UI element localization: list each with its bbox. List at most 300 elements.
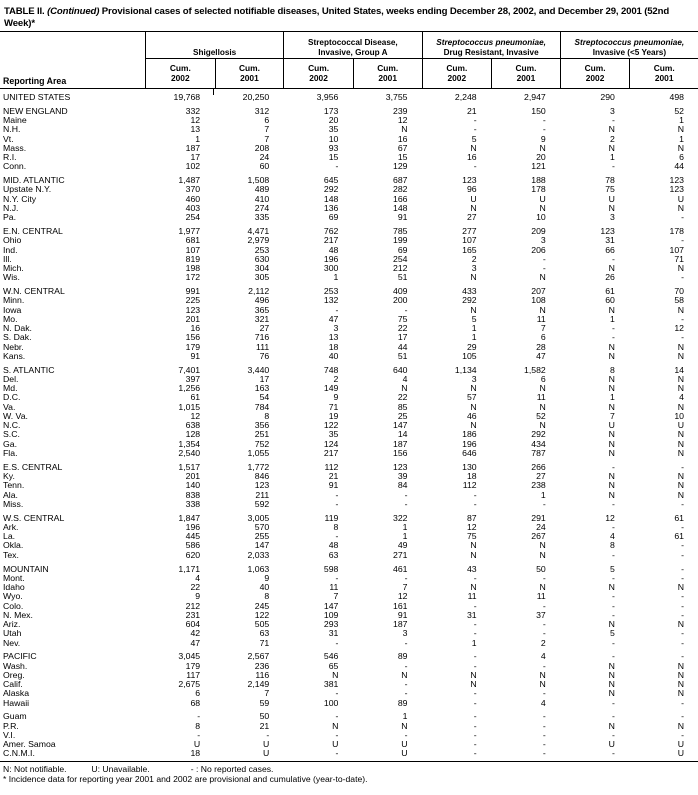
value-cell: 87 — [466, 512, 477, 523]
value-cell: 67 — [397, 142, 408, 153]
value-cell: 2,947 — [524, 92, 546, 102]
value-cell: 107 — [185, 244, 201, 255]
value-cell: 291 — [531, 512, 546, 523]
value-cell: 752 — [254, 438, 270, 449]
reporting-area-cell: Fla. — [3, 447, 18, 458]
value-cell: - — [681, 498, 684, 509]
value-cell: 147 — [323, 600, 339, 611]
value-cell: 63 — [328, 549, 339, 560]
value-cell: - — [611, 748, 615, 759]
value-cell: 61 — [605, 286, 615, 297]
value-cell: 409 — [393, 286, 408, 297]
value-cell: 178 — [531, 184, 546, 195]
value-cell: - — [611, 549, 615, 560]
value-cell: 460 — [185, 193, 201, 204]
table-row — [0, 287, 698, 296]
value-cell: U — [608, 739, 615, 750]
value-cell: 253 — [254, 244, 270, 255]
value-cell: 838 — [185, 489, 201, 500]
value-cell: 11 — [536, 392, 546, 403]
value-cell: - — [473, 489, 477, 500]
reporting-area-cell: MOUNTAIN — [3, 563, 49, 574]
table-row — [0, 680, 698, 689]
value-cell: 188 — [531, 175, 546, 186]
table-row — [0, 440, 698, 449]
table-section — [0, 366, 698, 459]
value-cell: N — [539, 540, 546, 551]
table-row — [0, 689, 698, 698]
value-cell: 52 — [674, 105, 684, 116]
footnote-incidence-note: * Incidence data for reporting year 2001 and 2002 are provisional and cumulative (year-to-date). — [3, 774, 368, 785]
value-cell: - — [542, 729, 546, 740]
table-row — [0, 306, 698, 315]
value-cell: 312 — [254, 105, 270, 116]
value-cell: 71 — [674, 253, 684, 264]
value-cell: N — [677, 447, 684, 458]
value-cell: N — [539, 549, 546, 560]
value-cell: 787 — [531, 447, 546, 458]
value-cell: 505 — [254, 619, 270, 629]
value-cell: 8 — [333, 521, 339, 532]
value-cell: N — [608, 304, 615, 315]
value-cell: N — [470, 420, 477, 431]
reporting-area-cell: D.C. — [3, 392, 21, 403]
value-cell: 85 — [397, 401, 408, 412]
value-cell: - — [266, 729, 270, 740]
value-cell: - — [473, 711, 477, 722]
value-cell: 3 — [610, 105, 615, 116]
value-cell: 75 — [605, 184, 615, 195]
value-cell: 498 — [669, 92, 684, 102]
value-cell: N — [608, 401, 615, 412]
value-cell: U — [401, 739, 408, 750]
value-cell: 2,979 — [247, 235, 270, 246]
value-cell: 21 — [328, 471, 339, 482]
value-cell: N — [677, 373, 684, 384]
value-cell: - — [404, 637, 408, 648]
value-cell: N — [608, 438, 615, 449]
subcolumn-header-2001: Cum. 2001 — [215, 59, 284, 88]
value-cell: 12 — [190, 115, 201, 126]
value-cell: N — [470, 549, 477, 560]
value-cell: 282 — [393, 184, 408, 195]
value-cell: 18 — [328, 341, 339, 352]
value-cell: 161 — [393, 600, 408, 611]
table-row — [0, 611, 698, 620]
value-cell: 4 — [610, 531, 615, 542]
value-cell: 254 — [185, 212, 201, 223]
value-cell: - — [542, 572, 546, 583]
table-section — [0, 287, 698, 361]
value-cell: 7 — [540, 323, 546, 334]
table-section — [0, 227, 698, 283]
reporting-area-cell: Vt. — [3, 133, 14, 144]
value-cell: 43 — [466, 563, 477, 574]
table-row — [0, 532, 698, 541]
value-cell: 42 — [190, 628, 201, 639]
value-cell: N — [539, 679, 546, 690]
value-cell: 105 — [462, 350, 477, 361]
value-cell: 4 — [679, 392, 684, 403]
table-section — [0, 565, 698, 648]
value-cell: 461 — [393, 563, 408, 574]
value-cell: 1,055 — [247, 447, 270, 458]
value-cell: 50 — [259, 711, 270, 722]
table-row — [0, 671, 698, 680]
table-title — [4, 6, 694, 29]
reporting-area-cell: Ill. — [3, 253, 12, 264]
value-cell: - — [611, 637, 615, 648]
value-cell: 179 — [185, 660, 201, 671]
reporting-area-cell: PACIFIC — [3, 651, 37, 662]
value-cell: 39 — [397, 471, 408, 482]
reporting-area-cell: Nebr. — [3, 341, 24, 352]
reporting-area-cell: Ariz. — [3, 619, 21, 629]
value-cell: 116 — [255, 669, 270, 680]
value-cell: 598 — [323, 563, 339, 574]
table-row — [0, 421, 698, 430]
reporting-area-cell: W. Va. — [3, 410, 28, 421]
column-group-label: Streptococcus pneumoniae, Drug Resistant, Invasive — [423, 32, 560, 59]
value-cell: - — [473, 748, 477, 759]
table-row — [0, 412, 698, 421]
value-cell: 27 — [466, 212, 477, 223]
value-cell: 356 — [254, 420, 270, 431]
value-cell: 687 — [393, 175, 408, 186]
value-cell: 51 — [397, 350, 408, 361]
value-cell: - — [542, 619, 546, 629]
reporting-area-cell: Del. — [3, 373, 19, 384]
table-section — [0, 463, 698, 509]
value-cell: - — [542, 253, 546, 264]
value-cell: N — [470, 582, 477, 592]
value-cell: - — [611, 498, 615, 509]
value-cell: 208 — [254, 142, 270, 153]
reporting-area-cell: Wyo. — [3, 591, 23, 602]
value-cell: 11 — [329, 582, 339, 592]
table-row — [0, 343, 698, 352]
value-cell: 29 — [466, 341, 477, 352]
value-cell: 122 — [254, 609, 270, 620]
value-cell: - — [473, 124, 477, 135]
value-cell: 58 — [674, 295, 684, 306]
value-cell: - — [473, 600, 477, 611]
value-cell: 292 — [323, 184, 339, 195]
value-cell: 6 — [264, 115, 270, 126]
reporting-area-cell: Tenn. — [3, 480, 25, 491]
reporting-area-cell: C.N.M.I. — [3, 748, 35, 759]
value-cell: 91 — [190, 350, 201, 361]
value-cell: 1,134 — [454, 364, 477, 375]
value-cell: 5 — [610, 563, 615, 574]
value-cell: 293 — [323, 619, 339, 629]
value-cell: 846 — [254, 471, 270, 482]
value-cell: 217 — [323, 235, 339, 246]
value-cell: 292 — [531, 429, 546, 440]
value-cell: 44 — [674, 161, 684, 172]
value-cell: 48 — [328, 540, 339, 551]
value-cell: 370 — [185, 184, 201, 195]
value-cell: 236 — [254, 660, 270, 671]
value-cell: 586 — [185, 540, 201, 551]
footnote-unavailable: U: Unavailable. — [91, 763, 150, 774]
table-row — [0, 315, 698, 324]
value-cell: 149 — [323, 383, 339, 394]
value-cell: 123 — [669, 175, 684, 186]
value-cell: 6 — [540, 373, 546, 384]
reporting-area-cell: N. Dak. — [3, 323, 32, 334]
value-cell: 78 — [605, 175, 615, 186]
value-cell: 1,772 — [247, 461, 270, 472]
value-cell: 19 — [328, 410, 339, 421]
value-cell: 166 — [393, 193, 408, 204]
value-cell: 173 — [323, 105, 339, 116]
subcolumn-header-2002: Cum. 2002 — [446, 62, 468, 83]
value-cell: - — [681, 711, 684, 722]
value-cell: 40 — [259, 582, 270, 592]
table-title-rest: Provisional cases of selected notifiable diseases, United States, weeks ending December 28, 2002, and December 29, 2001 (52nd Week)* — [4, 6, 672, 29]
table-section — [0, 652, 698, 708]
value-cell: - — [473, 619, 477, 629]
table-section — [0, 712, 698, 758]
reporting-area-cell: Hawaii — [3, 697, 30, 708]
value-cell: 46 — [466, 410, 477, 421]
table-row — [0, 204, 698, 213]
value-cell: 123 — [600, 226, 615, 237]
value-cell: 52 — [536, 410, 546, 421]
table-row — [0, 740, 698, 749]
value-cell: 254 — [393, 253, 408, 264]
table-row — [0, 639, 698, 648]
reporting-area-cell: Colo. — [3, 600, 24, 611]
value-cell: 8 — [264, 591, 270, 602]
value-cell: 123 — [254, 480, 270, 491]
value-cell: 410 — [254, 193, 270, 204]
value-cell: 14 — [674, 364, 684, 375]
subcolumn-header-2001: Cum. 2001 — [491, 59, 560, 88]
value-cell: - — [404, 304, 408, 315]
value-cell: 322 — [393, 512, 408, 523]
value-cell: 201 — [185, 313, 201, 324]
table-section — [0, 93, 698, 102]
table-row — [0, 125, 698, 134]
value-cell: 300 — [323, 263, 339, 274]
value-cell: 266 — [531, 461, 546, 472]
value-cell: - — [542, 498, 546, 509]
value-cell: N — [677, 429, 684, 440]
value-cell: 91 — [328, 480, 339, 491]
value-cell: 11 — [467, 591, 477, 602]
value-cell: N — [539, 383, 546, 394]
value-cell: 4 — [402, 373, 408, 384]
value-cell: 6 — [679, 152, 684, 163]
value-cell: 1,847 — [178, 512, 201, 523]
value-cell: 290 — [600, 92, 615, 102]
value-cell: - — [335, 748, 339, 759]
value-cell: U — [677, 748, 684, 759]
value-cell: - — [611, 711, 615, 722]
value-cell: 61 — [190, 392, 201, 403]
value-cell: 96 — [466, 184, 477, 195]
value-cell: 335 — [254, 212, 270, 223]
value-cell: - — [681, 272, 684, 283]
value-cell: N — [470, 383, 477, 394]
table-row — [0, 722, 698, 731]
table-row — [0, 749, 698, 758]
value-cell: - — [542, 115, 546, 126]
value-cell: 59 — [259, 697, 270, 708]
value-cell: 238 — [531, 480, 546, 491]
value-cell: 69 — [397, 244, 408, 255]
table-row — [0, 255, 698, 264]
value-cell: 3 — [540, 235, 546, 246]
value-cell: 49 — [397, 540, 408, 551]
reporting-area-cell: Nev. — [3, 637, 21, 648]
reporting-area-cell: Oreg. — [3, 669, 25, 680]
value-cell: 27 — [536, 471, 546, 482]
table-row — [0, 449, 698, 458]
value-cell: N — [608, 619, 615, 629]
value-cell: 4 — [195, 572, 201, 583]
table-row — [0, 662, 698, 671]
value-cell: 217 — [323, 447, 339, 458]
value-cell: 201 — [185, 471, 201, 482]
value-cell: - — [681, 549, 684, 560]
value-cell: 63 — [259, 628, 270, 639]
table-title-prefix: TABLE II. — [4, 6, 48, 17]
value-cell: - — [473, 115, 477, 126]
value-cell: 165 — [462, 244, 477, 255]
value-cell: 2 — [471, 253, 477, 264]
value-cell: - — [542, 748, 546, 759]
value-cell: 1 — [195, 133, 201, 144]
value-cell: 111 — [256, 341, 270, 352]
reporting-area-cell: Mont. — [3, 572, 25, 583]
table-row — [0, 236, 698, 245]
value-cell: 31 — [466, 609, 477, 620]
value-cell: 102 — [185, 161, 201, 172]
reporting-area-cell: Ark. — [3, 521, 19, 532]
value-cell: N — [470, 401, 477, 412]
value-cell: 124 — [323, 438, 339, 449]
column-group-1 — [283, 32, 421, 88]
value-cell: 18 — [466, 471, 477, 482]
value-cell: 1,582 — [524, 364, 546, 375]
value-cell: 2,248 — [454, 92, 477, 102]
value-cell: 7 — [264, 688, 270, 699]
value-cell: 1 — [471, 323, 477, 334]
value-cell: 1 — [540, 489, 546, 500]
table-row — [0, 620, 698, 629]
value-cell: N — [677, 438, 684, 449]
value-cell: 271 — [393, 549, 408, 560]
value-cell: 1,015 — [178, 401, 201, 412]
table-row — [0, 176, 698, 185]
value-cell: 7 — [264, 133, 270, 144]
value-cell: 22 — [397, 323, 408, 334]
value-cell: 75 — [466, 531, 477, 542]
value-cell: 163 — [254, 383, 270, 394]
reporting-area-cell: Ala. — [3, 489, 18, 500]
table-row — [0, 565, 698, 574]
value-cell: N — [608, 202, 615, 213]
value-cell: 570 — [254, 521, 270, 532]
value-cell: 198 — [185, 263, 201, 274]
table-row — [0, 699, 698, 708]
value-cell: 2,675 — [178, 679, 201, 690]
table-row — [0, 731, 698, 740]
table-row — [0, 551, 698, 560]
value-cell: 12 — [190, 410, 201, 421]
value-cell: 3 — [333, 323, 339, 334]
value-cell: 785 — [393, 226, 408, 237]
value-cell: 640 — [393, 364, 408, 375]
value-cell: 1 — [679, 115, 684, 126]
value-cell: N — [608, 373, 615, 384]
table-row — [0, 491, 698, 500]
value-cell: 187 — [185, 142, 201, 153]
value-cell: 60 — [259, 161, 270, 172]
value-cell: - — [335, 637, 339, 648]
value-cell: - — [473, 688, 477, 699]
value-cell: 1,171 — [178, 563, 201, 574]
value-cell: N — [677, 383, 684, 394]
value-cell: - — [611, 600, 615, 611]
value-cell: 206 — [531, 244, 546, 255]
value-cell: - — [197, 729, 201, 740]
value-cell: 433 — [462, 286, 477, 297]
value-cell: N — [677, 489, 684, 500]
value-cell: N — [539, 272, 546, 283]
value-cell: 12 — [466, 521, 477, 532]
value-cell: - — [404, 498, 408, 509]
value-cell: - — [681, 729, 684, 740]
value-cell: 332 — [185, 105, 201, 116]
value-cell: 489 — [254, 184, 270, 195]
value-cell: N — [470, 679, 477, 690]
value-cell: 2,033 — [247, 549, 270, 560]
value-cell: 123 — [185, 304, 201, 315]
value-cell: 91 — [397, 609, 408, 620]
value-cell: 212 — [393, 263, 408, 274]
value-cell: 186 — [462, 429, 477, 440]
column-group-label: Shigellosis — [146, 32, 283, 59]
value-cell: 187 — [393, 619, 408, 629]
table-row — [0, 514, 698, 523]
value-cell: 3,440 — [247, 364, 270, 375]
value-cell: 24 — [536, 521, 546, 532]
table-row — [0, 116, 698, 125]
value-cell: 187 — [393, 438, 408, 449]
value-cell: - — [473, 739, 477, 750]
value-cell: N — [677, 619, 684, 629]
value-cell: 434 — [531, 438, 546, 449]
value-cell: 10 — [536, 212, 546, 223]
value-cell: 26 — [605, 272, 615, 283]
value-cell: U — [539, 193, 546, 204]
column-group-2 — [422, 32, 560, 88]
value-cell: N — [608, 341, 615, 352]
value-cell: 69 — [328, 212, 339, 223]
value-cell: N — [608, 142, 615, 153]
value-cell: 25 — [397, 410, 408, 421]
value-cell: 304 — [254, 263, 270, 274]
value-cell: - — [611, 461, 615, 472]
value-cell: U — [262, 739, 270, 750]
value-cell: N — [608, 350, 615, 361]
value-cell: N — [470, 142, 477, 153]
value-cell: 620 — [185, 549, 201, 560]
